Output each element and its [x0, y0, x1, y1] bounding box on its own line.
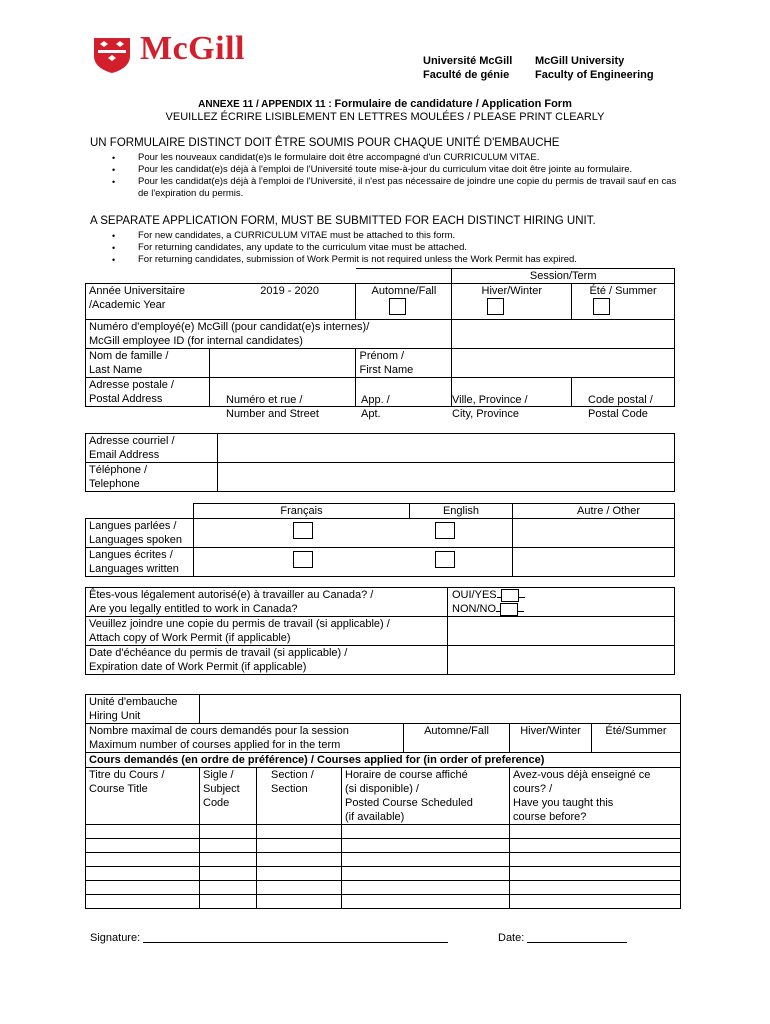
- taught-cell[interactable]: [510, 895, 681, 909]
- col-section-en: Section: [271, 783, 308, 795]
- expiry-fr: Date d'échéance du permis de travail (si applicable) /: [89, 647, 348, 659]
- city-sublabel: [452, 393, 528, 421]
- course-title-cell[interactable]: [86, 839, 200, 853]
- col-posted-4: (if available): [345, 811, 405, 823]
- mcgill-shield-logo: [92, 36, 132, 74]
- language-table: [85, 503, 675, 577]
- signature-row: [90, 932, 448, 944]
- contact-table: [85, 433, 675, 492]
- permit-en: Attach copy of Work Permit (if applicable): [89, 632, 291, 644]
- email-fr: Adresse courriel /: [89, 435, 175, 447]
- section-cell[interactable]: [257, 881, 342, 895]
- address-label: [86, 378, 210, 407]
- expiry-field[interactable]: [448, 646, 675, 675]
- max-winter-label: Hiver/Winter: [520, 725, 581, 737]
- fac-fr: Faculté de génie: [423, 69, 510, 81]
- list-item: • For returning candidates, any update to the curriculum vitae must be attached.: [112, 242, 682, 254]
- term-summer: [572, 284, 675, 320]
- posted-cell[interactable]: [342, 853, 510, 867]
- signature-line[interactable]: [143, 942, 448, 943]
- list-item: • For new candidates, a CURRICULUM VITAE must be attached to this form.: [112, 230, 682, 242]
- street-en: Number and Street: [226, 408, 319, 420]
- fac-en: Faculty of Engineering: [535, 69, 654, 81]
- spoken-en: Languages spoken: [89, 534, 182, 546]
- col-title-en: Course Title: [89, 783, 148, 795]
- last-name-label: [86, 349, 210, 378]
- spoken-english-checkbox[interactable]: [435, 522, 455, 539]
- univ-fr: Université McGill: [423, 55, 513, 67]
- col-subject-code: Code: [203, 797, 230, 809]
- entitled-en: Are you legally entitled to work in Canada?: [89, 603, 298, 615]
- written-other-field[interactable]: [513, 548, 675, 577]
- max-summer-cell[interactable]: [592, 724, 681, 753]
- subject-cell[interactable]: [200, 853, 257, 867]
- header-fr: [423, 54, 512, 82]
- spoken-french-cell: [194, 519, 410, 548]
- work-table: [85, 587, 675, 675]
- email-field[interactable]: [218, 434, 675, 463]
- apt-fr: App. /: [361, 394, 390, 406]
- posted-cell[interactable]: [342, 867, 510, 881]
- signature-label: Signature:: [90, 932, 141, 944]
- first-name-en: First Name: [359, 364, 414, 376]
- max-winter-cell[interactable]: [510, 724, 592, 753]
- col-taught-4: course before?: [513, 811, 587, 823]
- course-title-cell[interactable]: [86, 867, 200, 881]
- written-en: Languages written: [89, 563, 179, 575]
- written-english-cell: [410, 548, 513, 577]
- course-title-cell[interactable]: [86, 881, 200, 895]
- spoken-fr: Langues parlées /: [89, 520, 177, 532]
- col-posted: [342, 768, 510, 825]
- section-cell[interactable]: [257, 867, 342, 881]
- posted-cell[interactable]: [342, 839, 510, 853]
- form-title: [0, 98, 770, 110]
- email-en: Email Address: [89, 449, 160, 461]
- first-name-fr: Prénom /: [359, 350, 405, 362]
- written-french-cell: [194, 548, 410, 577]
- term-table: [85, 268, 675, 407]
- taught-cell[interactable]: [510, 881, 681, 895]
- phone-en: Telephone: [89, 478, 140, 490]
- postal-fr: Code postal /: [588, 394, 653, 406]
- entitled-fr: Êtes-vous légalement autorisé(e) à travailler au Canada? /: [89, 589, 374, 601]
- col-taught-2: cours? /: [513, 783, 553, 795]
- winter-checkbox[interactable]: [487, 298, 504, 315]
- max-fall-cell[interactable]: [404, 724, 510, 753]
- list-item: • Pour les nouveaux candidat(e)s le formulaire doit être accompagné d'un CURRICULUM VITAE.: [112, 152, 682, 164]
- address-en: Postal Address: [89, 393, 163, 405]
- col-section-fr: Section /: [271, 769, 314, 781]
- max-fall-label: Automne/Fall: [424, 725, 489, 737]
- year-label: [86, 284, 210, 320]
- fall-checkbox[interactable]: [389, 298, 406, 315]
- expiry-label: [86, 646, 448, 675]
- col-subject-fr: Sigle /: [203, 769, 234, 781]
- year-label-fr: Année Universitaire: [89, 285, 185, 297]
- subject-cell[interactable]: [200, 895, 257, 909]
- date-line[interactable]: [527, 942, 627, 943]
- mcgill-wordmark: McGill: [140, 30, 245, 67]
- section-cell[interactable]: [257, 825, 342, 839]
- en-heading: A SEPARATE APPLICATION FORM, MUST BE SUBMITTED FOR EACH DISTINCT HIRING UNIT.: [90, 215, 596, 227]
- list-item: • Pour les candidat(e)s déjà à l'emploi de l'Université toute mise-à-jour du curriculum vitae doit être jointe au formulaire.: [112, 164, 682, 176]
- table-row: [86, 881, 681, 895]
- posted-cell[interactable]: [342, 825, 510, 839]
- term-winter: [452, 284, 572, 320]
- email-label: [86, 434, 218, 463]
- no-checkbox[interactable]: [500, 603, 518, 616]
- max-courses-en: Maximum number of courses applied for in the term: [89, 739, 341, 751]
- expiry-en: Expiration date of Work Permit (if applicable): [89, 661, 307, 673]
- unit-label: [86, 695, 200, 724]
- table-row: [86, 839, 681, 853]
- lang-english-header: English: [410, 504, 513, 519]
- spoken-other-field[interactable]: [513, 519, 675, 548]
- list-item: • For returning candidates, submission of Work Permit is not required unless the Work Permit has expired.: [112, 254, 682, 266]
- col-title: [86, 768, 200, 825]
- table-row: [86, 825, 681, 839]
- address-fr: Adresse postale /: [89, 379, 174, 391]
- first-name-field[interactable]: [452, 349, 675, 378]
- subject-cell[interactable]: [200, 839, 257, 853]
- yes-checkbox[interactable]: [501, 589, 519, 602]
- col-taught-1: Avez-vous déjà enseigné ce: [513, 769, 651, 781]
- phone-field[interactable]: [218, 463, 675, 492]
- spoken-label: [86, 519, 194, 548]
- city-en: City, Province: [452, 408, 520, 420]
- col-posted-1: Horaire de course affiché: [345, 769, 468, 781]
- form-name: Formulaire de candidature / Application Form: [334, 98, 572, 110]
- unit-fr: Unité d'embauche: [89, 696, 178, 708]
- written-fr: Langues écrites /: [89, 549, 173, 561]
- posted-cell[interactable]: [342, 895, 510, 909]
- last-name-fr: Nom de famille /: [89, 350, 169, 362]
- street-sublabel: [226, 393, 319, 421]
- course-title-cell[interactable]: [86, 895, 200, 909]
- max-courses-fr: Nombre maximal de cours demandés pour la session: [89, 725, 349, 737]
- apt-sublabel: [361, 393, 390, 421]
- no-label: NON/NO: [452, 603, 496, 615]
- postal-sublabel: [588, 393, 653, 421]
- year-label-en: /Academic Year: [89, 299, 166, 311]
- course-title-cell[interactable]: [86, 853, 200, 867]
- permit-label: [86, 617, 448, 646]
- employee-id-en: McGill employee ID (for internal candidates): [89, 335, 303, 347]
- yes-label: OUI/YES: [452, 589, 497, 601]
- course-table: [85, 694, 681, 909]
- first-name-label: [356, 349, 452, 378]
- section-cell[interactable]: [257, 895, 342, 909]
- print-instruction: VEUILLEZ ÉCRIRE LISIBLEMENT EN LETTRES MOULÉES / PLEASE PRINT CLEARLY: [165, 111, 605, 123]
- session-label: Session/Term: [452, 269, 675, 284]
- col-taught: [510, 768, 681, 825]
- entitled-options: [448, 588, 675, 617]
- max-summer-label: Été/Summer: [605, 725, 667, 737]
- col-subject-en: Subject: [203, 783, 240, 795]
- header-en: [535, 54, 654, 82]
- subject-cell[interactable]: [200, 867, 257, 881]
- course-title-cell[interactable]: [86, 825, 200, 839]
- city-fr: Ville, Province /: [452, 394, 528, 406]
- fr-bullets: [112, 152, 682, 200]
- col-section: [257, 768, 342, 825]
- permit-fr: Veuillez joindre une copie du permis de travail (si applicable) /: [89, 618, 390, 630]
- subject-cell[interactable]: [200, 825, 257, 839]
- last-name-en: Last Name: [89, 364, 143, 376]
- date-label: Date:: [498, 932, 525, 944]
- phone-fr: Téléphone /: [89, 464, 148, 476]
- taught-cell[interactable]: [510, 825, 681, 839]
- spoken-french-checkbox[interactable]: [293, 522, 313, 539]
- table-row: [86, 853, 681, 867]
- lang-french-header: Français: [194, 504, 410, 519]
- table-row: [86, 867, 681, 881]
- univ-en: McGill University: [535, 55, 625, 67]
- taught-cell[interactable]: [510, 867, 681, 881]
- postal-en: Postal Code: [588, 408, 648, 420]
- col-posted-2: (si disponible) /: [345, 783, 419, 795]
- subject-cell[interactable]: [200, 881, 257, 895]
- lang-other-header: Autre / Other: [513, 504, 675, 519]
- term-fall: [356, 284, 452, 320]
- posted-cell[interactable]: [342, 881, 510, 895]
- entitled-label: [86, 588, 448, 617]
- date-row: [498, 932, 627, 944]
- written-label: [86, 548, 194, 577]
- taught-cell[interactable]: [510, 853, 681, 867]
- last-name-field[interactable]: [209, 349, 356, 378]
- term-summer-label: Été / Summer: [589, 285, 657, 297]
- section-cell[interactable]: [257, 853, 342, 867]
- written-french-checkbox[interactable]: [293, 551, 313, 568]
- fr-heading: UN FORMULAIRE DISTINCT DOIT ÊTRE SOUMIS POUR CHAQUE UNITÉ D'EMBAUCHE: [90, 137, 560, 149]
- permit-field[interactable]: [448, 617, 675, 646]
- employee-id-field[interactable]: [452, 320, 675, 349]
- employee-id-fr: Numéro d'employé(e) McGill (pour candidat(e)s internes)/: [89, 321, 370, 333]
- courses-heading: Cours demandés (en ordre de préférence) / Courses applied for (in order of preference): [86, 753, 681, 768]
- phone-label: [86, 463, 218, 492]
- list-item: • Pour les candidat(e)s déjà à l'emploi de l'Université, il n'est pas nécessaire de joindre une copie du permis de travail sauf en cas de l'expiration du permis.: [112, 176, 682, 200]
- term-winter-label: Hiver/Winter: [481, 285, 543, 297]
- term-fall-label: Automne/Fall: [371, 285, 437, 297]
- table-row: [86, 895, 681, 909]
- col-taught-3: Have you taught this: [513, 797, 614, 809]
- year-value: 2019 - 2020: [209, 284, 356, 320]
- col-title-fr: Titre du Cours /: [89, 769, 165, 781]
- max-courses-label: [86, 724, 404, 753]
- section-cell[interactable]: [257, 839, 342, 853]
- spoken-english-cell: [410, 519, 513, 548]
- written-english-checkbox[interactable]: [435, 551, 455, 568]
- en-bullets: [112, 230, 682, 266]
- street-fr: Numéro et rue /: [226, 394, 303, 406]
- col-subject: [200, 768, 257, 825]
- apt-en: Apt.: [361, 408, 381, 420]
- summer-checkbox[interactable]: [593, 298, 610, 315]
- annex-label: ANNEXE 11 / APPENDIX 11 :: [198, 99, 332, 110]
- unit-field[interactable]: [200, 695, 681, 724]
- employee-id-label: [86, 320, 452, 349]
- taught-cell[interactable]: [510, 839, 681, 853]
- col-posted-3: Posted Course Scheduled: [345, 797, 473, 809]
- unit-en: Hiring Unit: [89, 710, 141, 722]
